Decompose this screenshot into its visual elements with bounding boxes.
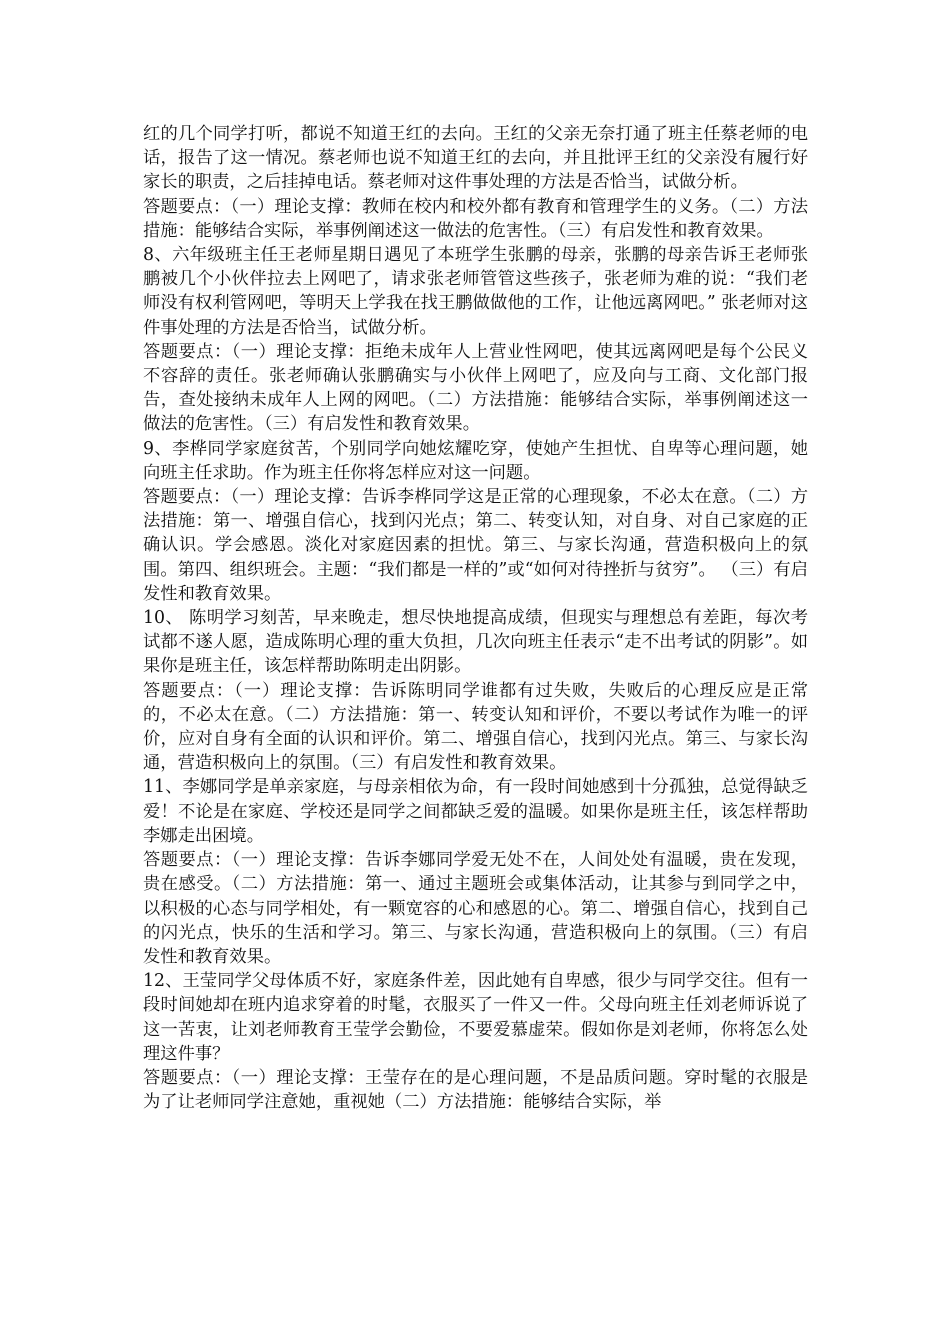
- paragraph-case-9: 9、李桦同学家庭贫苦，个别同学向她炫耀吃穿，使她产生担忧、自卑等心理问题，她向班主任求助。作为班主任你将怎样应对这一问题。: [143, 438, 808, 483]
- paragraph-answer-12: 答题要点：（一）理论支撑：王莹存在的是心理问题，不是品质问题。穿时髦的衣服是为了让老师同学注意她，重视她（二）方法措施：能够结合实际，举: [143, 1067, 808, 1113]
- paragraph-case-11: 11、李娜同学是单亲家庭，与母亲相依为命，有一段时间她感到十分孤独，总觉得缺乏爱！不论是在家庭、学校还是同学之间都缺乏爱的温暖。如果你是班主任，该怎样帮助李娜走出困境。: [143, 777, 808, 846]
- paragraph-case-10: 10、 陈明学习刻苦，早来晚走，想尽快地提高成绩，但现实与理想总有差距，每次考试都不遂人愿，造成陈明心理的重大负担，几次向班主任表示“走不出考试的阴影”。如果你是班主任，该怎样帮助陈明走出阴影。: [143, 608, 808, 677]
- paragraph-answer-9: 答题要点：（一）理论支撑：告诉李桦同学这是正常的心理现象，不必太在意。（二）方法措施：第一、增强自信心，找到闪光点；第二、转变认知，对自身、对自己家庭的正确认识。学会感恩。淡化对家庭因素的担忧。第三、与家长沟通，营造积极向上的氛围。第四、组织班会。主题：“我们都是一样的”或“如何对待挫折与贫穷”。 （三）有启发性和教育效果。: [143, 487, 808, 604]
- paragraph-answer-11: 答题要点：（一）理论支撑：告诉李娜同学爱无处不在，人间处处有温暖，贵在发现，贵在感受。（二）方法措施：第一、通过主题班会或集体活动，让其参与到同学之中，以积极的心态与同学相处，有一颗宽容的心和感恩的心。第二、增强自信心，找到自己的闪光点，快乐的生活和学习。第三、与家长沟通，营造积极向上的氛围。（三）有启发性和教育效果。: [143, 850, 808, 967]
- paragraph-answer-8: 答题要点：（一）理论支撑：拒绝未成年人上营业性网吧，使其远离网吧是每个公民义不容辞的责任。张老师确认张鹏确实与小伙伴上网吧了，应及向与工商、文化部门报告，查处接纳未成年人上网的网吧。（二）方法措施：能够结合实际，举事例阐述这一做法的危害性。（三）有启发性和教育效果。: [143, 341, 808, 435]
- paragraph-case-12: 12、王莹同学父母体质不好，家庭条件差，因此她有自卑感，很少与同学交往。但有一段时间她却在班内追求穿着的时髦，衣服买了一件又一件。父母向班主任刘老师诉说了这一苦衷，让刘老师教育王莹学会勤俭，不要爱慕虚荣。假如你是刘老师，你将怎么处理这件事？: [143, 971, 808, 1064]
- paragraph-answer-7: 答题要点：（一）理论支撑：教师在校内和校外都有教育和管理学生的义务。（二）方法措施：能够结合实际，举事例阐述这一做法的危害性。（三）有启发性和教育效果。: [143, 196, 808, 241]
- paragraph-case-7-continued: 红的几个同学打听，都说不知道王红的去向。王红的父亲无奈打通了班主任蔡老师的电话，报告了这一情况。蔡老师也说不知道王红的去向，并且批评王红的父亲没有履行好家长的职责，之后挂掉电话。蔡老师对这件事处理的方法是否恰当，试做分析。: [143, 124, 808, 193]
- document-page: [143, 122, 808, 1114]
- paragraph-answer-10: 答题要点：（一）理论支撑：告诉陈明同学谁都有过失败，失败后的心理反应是正常的，不必太在意。（二）方法措施：第一、转变认知和评价，不要以考试作为唯一的评价，应对自身有全面的认识和评价。第二、增强自信心，找到闪光点。第三、与家长沟通，营造积极向上的氛围。（三）有启发性和教育效果。: [143, 680, 808, 774]
- paragraph-case-8: 8、六年级班主任王老师星期日遇见了本班学生张鹏的母亲，张鹏的母亲告诉王老师张鹏被几个小伙伴拉去上网吧了，请求张老师管管这些孩子，张老师为难的说：“我们老师没有权利管网吧，等明天上学我在找王鹏做做他的工作，让他远离网吧。” 张老师对这件事处理的方法是否恰当，试做分析。: [143, 245, 808, 338]
